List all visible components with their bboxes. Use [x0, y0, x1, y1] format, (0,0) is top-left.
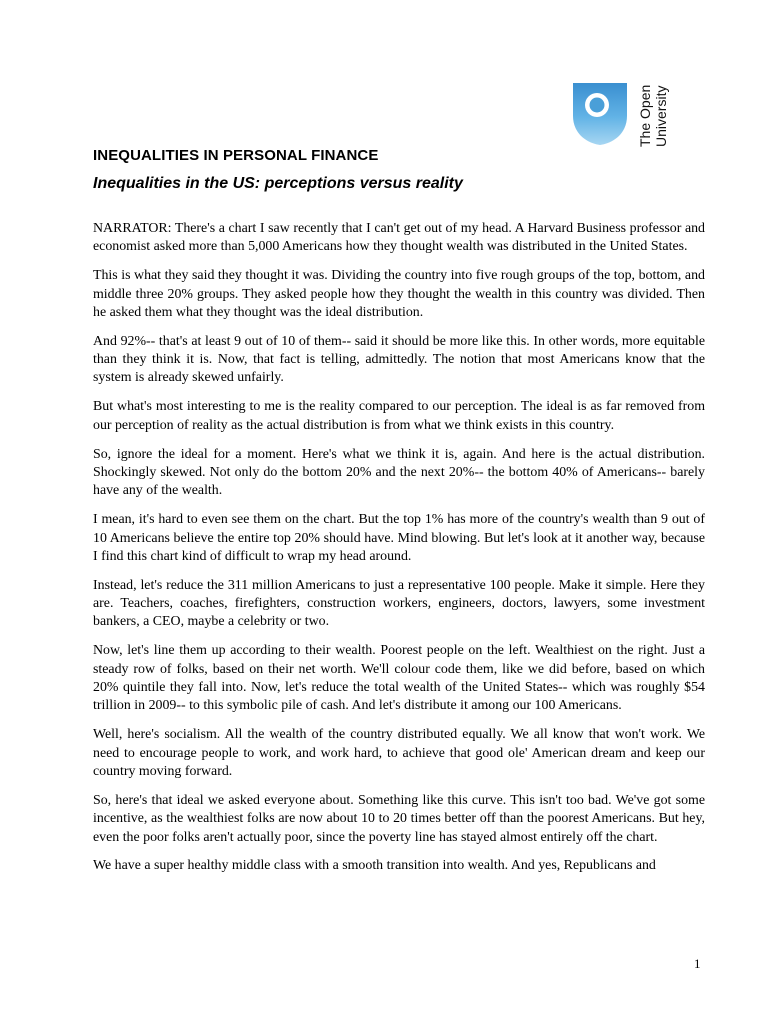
open-university-logo: [572, 82, 676, 148]
paragraph: Instead, let's reduce the 311 million Americans to just a representative 100 people. Make it simple. Here they are. Teachers, coaches, firefighters, construction workers, engineers, doctors, lawyers, some investment bankers, a CEO, maybe a celebrity or two.: [93, 577, 705, 630]
logo-line-2: University: [653, 85, 669, 147]
transcript-body: [93, 220, 705, 886]
page-number: 1: [694, 956, 701, 971]
paragraph: And 92%-- that's at least 9 out of 10 of them-- said it should be more like this. In other words, more equitable than they think it is. Now, that fact is telling, admittedly. The notion that most Americans know that the system is already skewed unfairly.: [93, 333, 705, 386]
logo-wordmark: [634, 83, 669, 147]
paragraph: Well, here's socialism. All the wealth of the country distributed equally. We all know that won't work. We need to encourage people to work, and work hard, to achieve that good ole' American dream and keep our country moving forward.: [93, 727, 705, 779]
shield-icon: [572, 82, 628, 146]
paragraph: This is what they said they thought it was. Dividing the country into five rough groups of the top, bottom, and middle three 20% groups. They asked people how they thought the wealth in this country was divided. Then he asked them what they thought was the ideal distribution.: [93, 268, 705, 320]
paragraph: So, ignore the ideal for a moment. Here's what we think it is, again. And here is the actual distribution. Shockingly skewed. Not only do the bottom 20% and the next 20%-- the bottom 40% of Americans-- barely have any of the wealth.: [93, 446, 705, 499]
document-subtitle: Inequalities in the US: perceptions versus reality: [93, 175, 463, 192]
paragraph: But what's most interesting to me is the reality compared to our perception. The ideal is as far removed from our perception of reality as the actual distribution is from what we think exists in this country.: [93, 399, 705, 433]
paragraph: NARRATOR: There's a chart I saw recently that I can't get out of my head. A Harvard Business professor and economist asked more than 5,000 Americans how they thought wealth was distributed in the United States.: [93, 221, 705, 255]
logo-line-1: The Open: [637, 84, 653, 147]
paragraph: Now, let's line them up according to their wealth. Poorest people on the left. Wealthiest on the right. Just a steady row of folks, based on their net worth. We'll colour code them, like we did before, based on which 20% quintile they fall into. Now, let's reduce the total wealth of the United States-- which was roughly $54 trillion in 2009-- to this symbolic pile of cash. And let's distribute it among our 100 Americans.: [93, 643, 705, 714]
paragraph: So, here's that ideal we asked everyone about. Something like this curve. This isn't too bad. We've got some incentive, as the wealthiest folks are now about 10 to 20 times better off than the poorest Americans. But hey, even the poor folks aren't actually poor, since the poverty line has stayed almost entirely off the chart.: [93, 792, 705, 845]
paragraph: I mean, it's hard to even see them on the chart. But the top 1% has more of the country's wealth than 9 out of 10 Americans believe the entire top 20% should have. Mind blowing. But let's look at it another way, because I find this chart kind of difficult to wrap my head around.: [93, 512, 705, 564]
document-title: INEQUALITIES IN PERSONAL FINANCE: [93, 147, 379, 164]
paragraph: We have a super healthy middle class with a smooth transition into wealth. And yes, Republicans and: [93, 858, 656, 874]
